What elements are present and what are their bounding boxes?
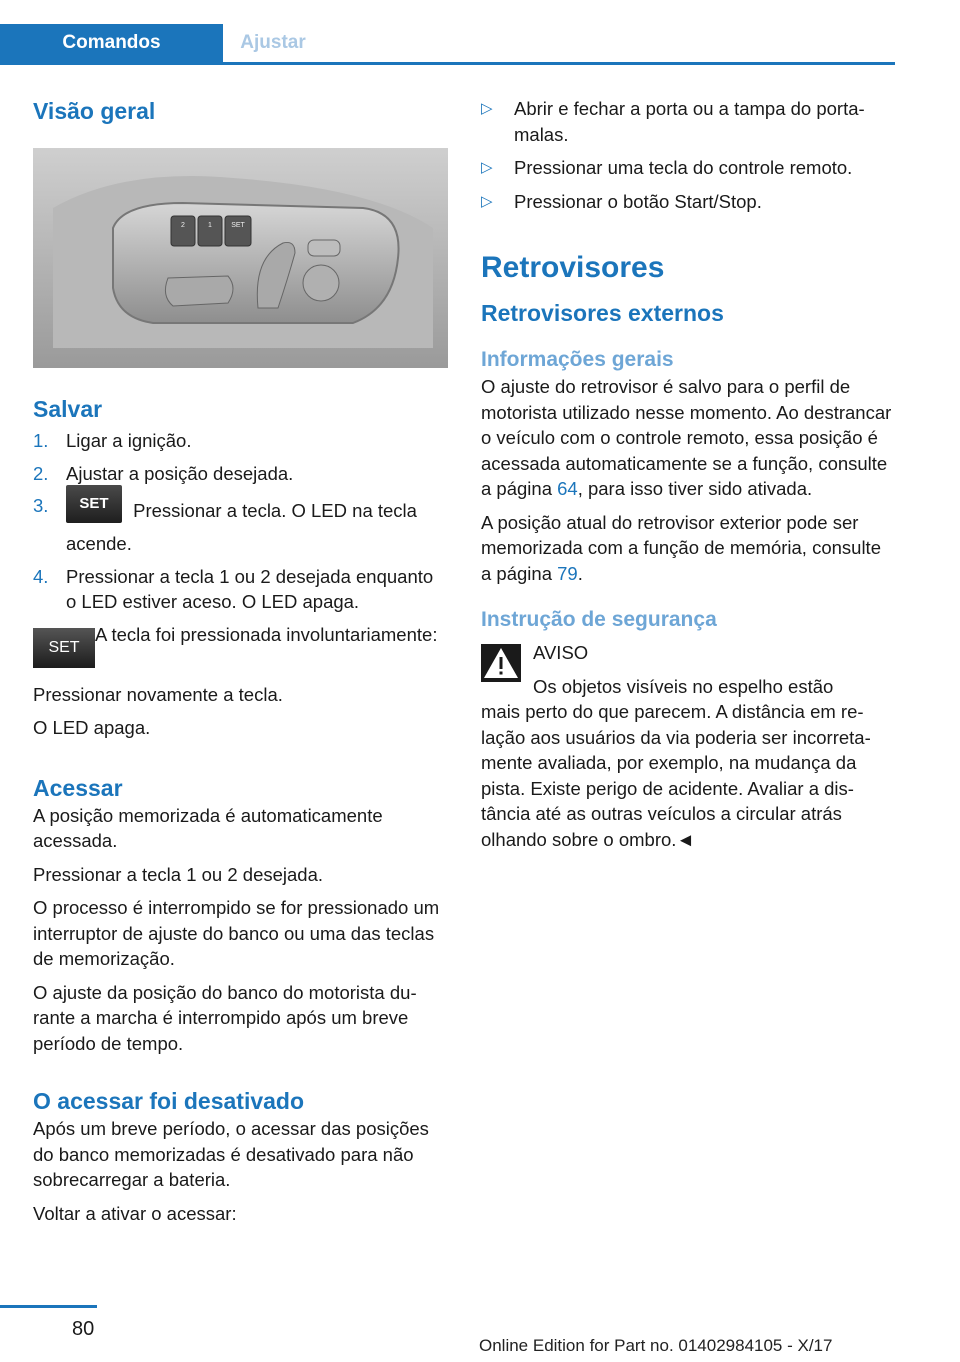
heading-salvar: Salvar: [33, 396, 103, 422]
heading-acessar: Acessar: [33, 774, 123, 801]
paragraph: [481, 374, 895, 502]
step-text: Pressionar a tecla 1 ou 2 desejada enquanto o LED estiver aceso. O LED apaga.: [66, 565, 434, 612]
paragraph: Voltar a ativar o acessar:: [33, 1202, 237, 1224]
set-note-text: A tecla foi pressionada involuntariamente:: [95, 623, 438, 645]
heading-informacoes-gerais: Informações gerais: [481, 348, 674, 371]
warning-text-first-line: Os objetos visíveis no espelho estão: [533, 675, 834, 697]
page-link-64[interactable]: 64: [557, 478, 578, 499]
salvar-steps: [33, 428, 448, 615]
text-span: , para isso tiver sido ativada.: [577, 478, 813, 499]
triangle-bullet-icon: ▷: [481, 100, 493, 117]
warning-title: AVISO: [533, 642, 589, 663]
left-column: [33, 96, 448, 1226]
list-item: [481, 155, 895, 181]
paragraph: Após um breve período, o acessar das posições do banco memorizadas é desativado para não sobrecarregar a bateria.: [33, 1118, 429, 1190]
bullet-text: Pressionar o botão Start/Stop.: [514, 190, 762, 212]
triangle-bullet-icon: ▷: [481, 192, 493, 210]
warning-box: [481, 640, 895, 699]
seat-controls-image: [33, 148, 448, 368]
heading-retrovisores: Retrovisores: [481, 251, 665, 284]
heading-visao-geral: Visão geral: [33, 98, 156, 124]
list-item: [481, 189, 895, 215]
paragraph: O ajuste da posição do banco do motorista durante a marcha é interrompido após um breve período de tempo.: [33, 981, 417, 1054]
bullet-text: Abrir e fechar a porta ou a tampa do porta-malas.: [514, 98, 865, 145]
list-item: [33, 428, 448, 454]
step-number: 3.: [33, 495, 49, 516]
text-span: O ajuste do retrovisor é salvo para o perfil de motorista utilizado nesse momento. Ao destrancar o veículo com o controle remoto, essa posição é acessada automaticamente se a função, consulte a página: [481, 376, 892, 499]
heading-desativado: O acessar foi desativado: [33, 1088, 305, 1114]
paragraph: [481, 510, 895, 587]
step-number: 1.: [33, 430, 49, 451]
warning-text: mais perto do que parecem. A distância em relação aos usuários da via poderia ser incorretamente avaliada, por exemplo, na mudança da pista. Existe perigo de acidente. Avaliar a distância até as outras veículos a circular atrás olhando sobre o ombro.◄: [481, 701, 871, 850]
page-link-79[interactable]: 79: [557, 562, 578, 584]
paragraph: O LED apaga.: [33, 717, 151, 738]
footer-rule: [0, 1305, 97, 1308]
bullet-text: Pressionar uma tecla do controle remoto.: [514, 157, 853, 178]
step-text: Ligar a ignição.: [66, 430, 192, 451]
list-item: [481, 96, 895, 147]
warning-triangle-icon: [481, 644, 521, 682]
step-number: 2.: [33, 462, 49, 484]
text-span: A posição atual do retrovisor exterior pode ser memorizada com a função de memória, consulte a página: [481, 511, 881, 584]
list-item: [33, 564, 448, 615]
edition-note: Online Edition for Part no. 01402984105 - X/17: [479, 1336, 833, 1355]
paragraph: O processo é interrompido se for pressionado um interruptor de ajuste do banco ou uma das teclas de memorização.: [33, 897, 440, 969]
seat-key-1-label: 1: [208, 222, 212, 229]
seat-key-set-label: SET: [231, 222, 245, 229]
paragraph: Pressionar novamente a tecla.: [33, 683, 283, 705]
heading-instrucao-seguranca: Instrução de segurança: [481, 608, 717, 631]
tab-ajustar[interactable]: Ajustar: [240, 32, 306, 53]
heading-retrovisores-externos: Retrovisores externos: [481, 300, 724, 326]
header-tabs: [0, 24, 895, 65]
step-number: 4.: [33, 565, 49, 587]
step-text: Ajustar a posição desejada.: [66, 462, 294, 484]
activation-list: [481, 96, 895, 214]
text-span: .: [577, 562, 583, 584]
list-item: [33, 493, 448, 557]
triangle-bullet-icon: ▷: [481, 159, 493, 176]
set-note: [33, 622, 448, 674]
paragraph: A posição memorizada é automaticamente acessada.: [33, 804, 383, 851]
paragraph: Pressionar a tecla 1 ou 2 desejada.: [33, 863, 324, 885]
set-key-icon: SET: [66, 485, 122, 523]
list-item: [33, 461, 448, 487]
set-key-icon: SET: [33, 628, 95, 668]
tab-comandos[interactable]: Comandos: [0, 24, 223, 62]
step-text: Pressionar a tecla. O LED na tecla acende.: [66, 499, 417, 554]
page-number: 80: [72, 1318, 95, 1340]
right-column: [481, 96, 895, 852]
seat-key-2-label: 2: [181, 222, 185, 229]
